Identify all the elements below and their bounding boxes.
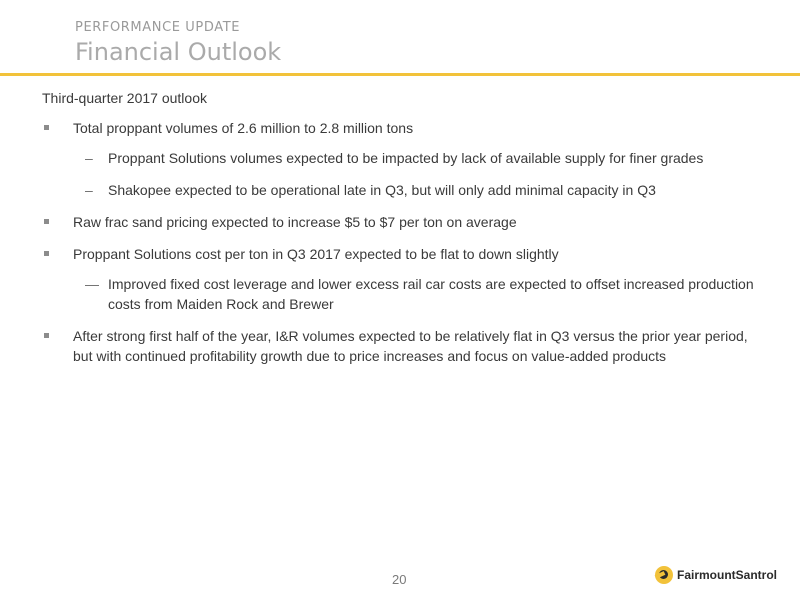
dash-bullet-icon: – [85, 150, 93, 166]
bullet-item [42, 118, 762, 200]
sub-bullet-list [73, 274, 762, 314]
sub-bullet-text: Shakopee expected to be operational late in Q3, but will only add minimal capacity in Q3 [108, 182, 656, 198]
bullet-text: After strong first half of the year, I&R volumes expected to be relatively flat in Q3 versus the prior year period, but with continued profitability growth due to price increases and focus on value-added products [73, 328, 748, 364]
sub-bullet-item [73, 274, 762, 314]
header-divider [0, 73, 800, 76]
square-bullet-icon [44, 333, 49, 338]
bullet-item [42, 244, 762, 314]
square-bullet-icon [44, 219, 49, 224]
content-area [42, 90, 762, 378]
logo-text [677, 568, 777, 582]
sub-bullet-item [73, 148, 762, 168]
dash-bullet-icon: — [85, 276, 99, 292]
bullet-text: Total proppant volumes of 2.6 million to 2.8 million tons [73, 120, 414, 136]
sub-bullet-text: Improved fixed cost leverage and lower excess rail car costs are expected to offset increased production costs from Maiden Rock and Brewer [108, 276, 754, 312]
page-number: 20 [392, 572, 407, 587]
square-bullet-icon [44, 251, 49, 256]
company-logo [655, 566, 777, 584]
sub-bullet-list [73, 148, 762, 200]
sub-bullet-text: Proppant Solutions volumes expected to be impacted by lack of available supply for finer grades [108, 150, 704, 166]
sub-bullet-item [73, 180, 762, 200]
logo-word-1: Fairmount [677, 568, 736, 582]
bullet-text: Proppant Solutions cost per ton in Q3 2017 expected to be flat to down slightly [73, 246, 559, 262]
bullet-list [42, 118, 762, 366]
logo-mark-icon [655, 566, 673, 584]
square-bullet-icon [44, 125, 49, 130]
bullet-item [42, 326, 762, 366]
bullet-text: Raw frac sand pricing expected to increase $5 to $7 per ton on average [73, 214, 517, 230]
intro-heading: Third-quarter 2017 outlook [42, 90, 207, 106]
bullet-item [42, 212, 762, 232]
page-title: Financial Outlook [75, 38, 282, 66]
section-eyebrow: PERFORMANCE UPDATE [75, 20, 241, 35]
logo-word-2: Santrol [735, 568, 778, 582]
dash-bullet-icon: – [85, 182, 93, 198]
